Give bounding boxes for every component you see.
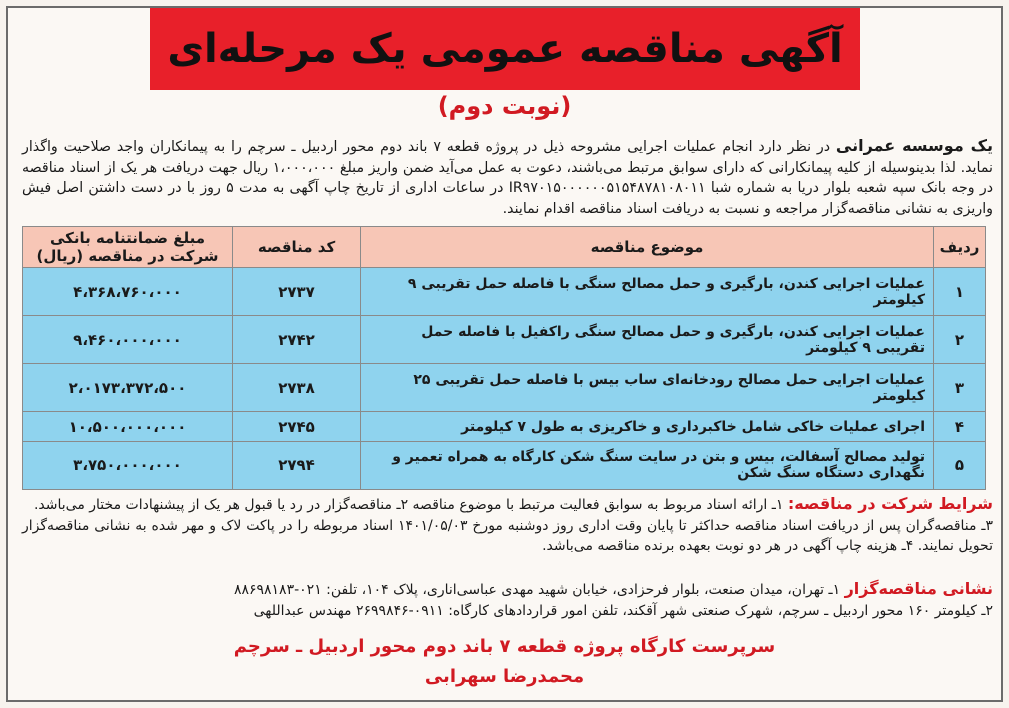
table-row [23,441,986,489]
row-number: ۳ [934,364,986,412]
table-row [23,364,986,412]
header-code: کد مناقصه [233,227,361,268]
conditions-section [22,494,993,557]
row-subject: عملیات اجرایی کندن، بارگیری و حمل مصالح سنگی راکفیل با فاصله حمل تقریبی ۹ کیلومتر [361,316,934,364]
footer-line-2: محمدرضا سهرابی [424,666,585,687]
page-title: آگهی مناقصه عمومی یک مرحله‌ای [167,26,843,72]
header-guarantee: مبلغ ضمانتنامه بانکی شرکت در مناقصه (ریال) [23,227,233,268]
row-amount: ۳،۷۵۰،۰۰۰،۰۰۰ [23,441,233,489]
address-line-1: ۱ـ تهران، میدان صنعت، بلوار فرحزادی، خیابان شهید مهدی عباسی‌اناری، پلاک ۱۰۴، تلفن: ۰۲۱-۸۸۶۹۸۱۸۳ [233,582,841,598]
row-number: ۱ [934,268,986,316]
row-code: ۲۷۹۴ [233,441,361,489]
table-row [23,268,986,316]
title-band [150,8,860,90]
row-subject: عملیات اجرایی حمل مصالح رودخانه‌ای ساب بیس با فاصله حمل تقریبی ۲۵ کیلومتر [361,364,934,412]
table-row [23,316,986,364]
row-code: ۲۷۴۲ [233,316,361,364]
row-code: ۲۷۳۷ [233,268,361,316]
row-amount: ۲،۰۱۷۳،۳۷۲،۵۰۰ [23,364,233,412]
organization-name: یک موسسه عمرانی [835,136,993,155]
row-subject: عملیات اجرایی کندن، بارگیری و حمل مصالح سنگی با فاصله حمل تقریبی ۹ کیلومتر [361,268,934,316]
conditions-text-2: ۳ـ مناقصه‌گران پس از دریافت اسناد مناقصه حداکثر تا پایان وقت اداری روز دوشنبه مورخ ۱۴۰۱/۰۵/۰۳ اسناد مربوطه را در پاکت لاک و مهر شده به نشانی مناقصه‌گزار تحویل نمایند. ۴ـ هزینه چاپ آگهی در هر دو نوبت بعهده برنده مناقصه می‌باشد. [22,517,993,554]
row-amount: ۹،۴۶۰،۰۰۰،۰۰۰ [23,316,233,364]
row-amount: ۱۰،۵۰۰،۰۰۰،۰۰۰ [23,412,233,442]
row-code: ۲۷۳۸ [233,364,361,412]
row-code: ۲۷۴۵ [233,412,361,442]
header-row-number: ردیف [934,227,986,268]
intro-text: در نظر دارد انجام عملیات اجرایی مشروحه ذیل در پروژه قطعه ۷ باند دوم محور اردبیل ـ سرچم را به پیمانکاران واجد صلاحیت واگذار نماید. لذا بدینوسیله از کلیه پیمانکارانی که دارای سوابق مرتبط می‌باشند، دعوت به عمل می‌آید ضمن واریز مبلغ ۱،۰۰۰،۰۰۰ ریال جهت دریافت هر یک از اسناد مناقصه در وجه بانک سپه شعبه بلوار دریا به شماره شبا IR۹۷۰۱۵۰۰۰۰۰۰۵۱۵۴۸۷۸۱۰۸۰۱۱ در ساعات اداری از تاریخ چاپ آگهی به مدت ۵ روز با در دست داشتن اصل فیش واریزی به نشانی مناقصه‌گزار مراجعه و نسبت به دریافت اسناد مناقصه اقدام نمایند. [22,139,994,217]
row-number: ۴ [934,412,986,442]
conditions-heading: شرایط شرکت در مناقصه: [787,494,993,513]
address-heading: نشانی مناقصه‌گزار [844,579,993,598]
row-subject: اجرای عملیات خاکی شامل خاکبرداری و خاکریزی به طول ۷ کیلومتر [361,412,934,442]
table-header-row [23,227,986,268]
table-row [23,412,986,442]
address-line-2: ۲ـ کیلومتر ۱۶۰ محور اردبیل ـ سرچم، شهرک صنعتی شهر آقکند، تلفن امور قراردادهای کارگاه: ۰۹۱۱-۲۶۹۹۸۴۶ مهندس عبداللهی [253,603,993,619]
page-subtitle: (نوبت دوم) [437,92,572,120]
intro-paragraph [22,136,993,219]
tender-table [22,226,986,490]
footer-line-1: سرپرست کارگاه پروژه قطعه ۷ باند دوم محور اردبیل ـ سرچم [233,636,776,657]
row-subject: تولید مصالح آسفالت، بیس و بتن در سایت سنگ شکن کارگاه به همراه تعمیر و نگهداری دستگاه سنگ شکن [361,441,934,489]
row-number: ۵ [934,441,986,489]
address-section [22,578,993,622]
row-number: ۲ [934,316,986,364]
conditions-text-1: ۱ـ ارائه اسناد مربوط به سوابق فعالیت مرتبط با موضوع مناقصه ۲ـ مناقصه‌گزار در رد یا قبول هر یک از پیشنهادات مختار می‌باشد. [33,497,784,513]
row-amount: ۴،۳۶۸،۷۶۰،۰۰۰ [23,268,233,316]
header-subject: موضوع مناقصه [361,227,934,268]
footer-signature [0,632,1009,692]
